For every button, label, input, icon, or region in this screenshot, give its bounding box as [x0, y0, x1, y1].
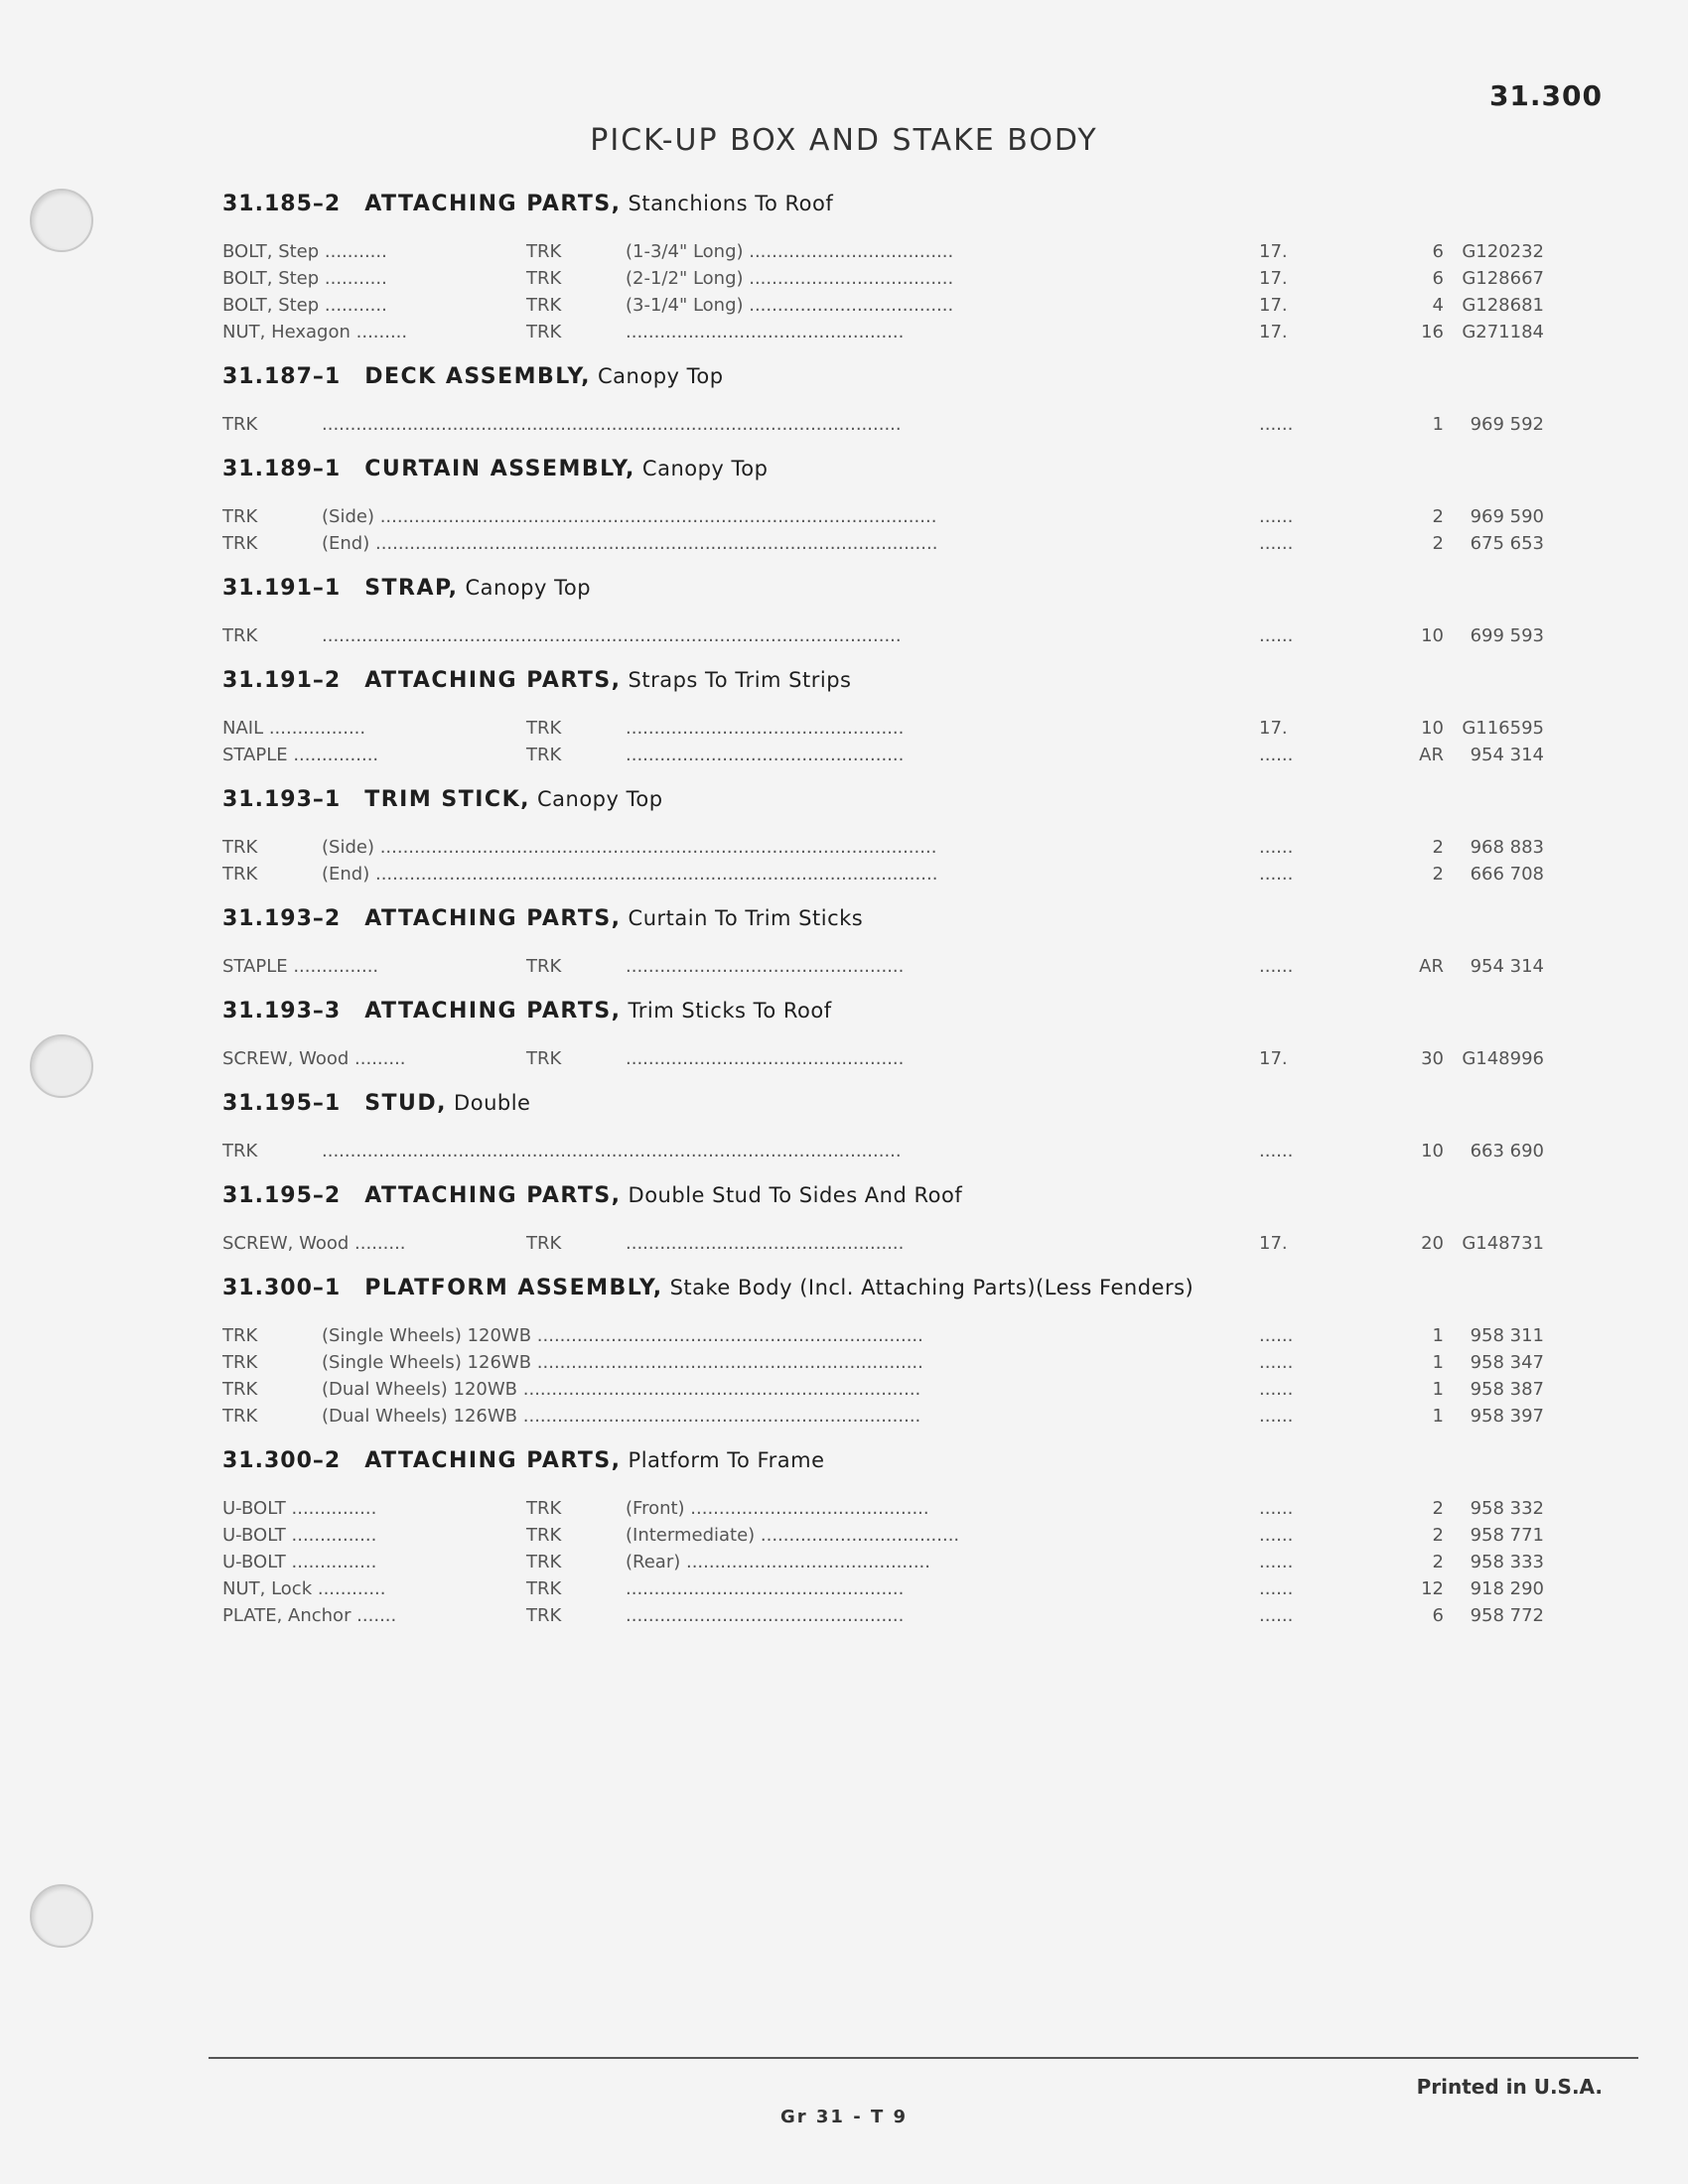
section-description: Canopy Top [465, 576, 592, 600]
group-number: ...... [1259, 956, 1294, 977]
quantity: 2 [1432, 506, 1444, 527]
part-number: 958 332 [1470, 1498, 1544, 1519]
group-number: ...... [1259, 1525, 1294, 1546]
quantity: 10 [1421, 1141, 1444, 1161]
section-description: Trim Sticks To Roof [628, 999, 832, 1023]
part-name: STAPLE ............... [222, 745, 379, 765]
part-row [222, 503, 1544, 530]
section-description: Straps To Trim Strips [628, 668, 852, 692]
quantity: 6 [1432, 241, 1444, 262]
group-number: 17. [1259, 1233, 1288, 1254]
parts-section [222, 1174, 1544, 1267]
quantity: 30 [1421, 1048, 1444, 1069]
group-number: ...... [1259, 1325, 1294, 1346]
part-number: G128667 [1462, 268, 1544, 289]
quantity: 1 [1432, 1406, 1444, 1427]
parts-section [222, 990, 1544, 1082]
punch-hole [30, 1884, 93, 1948]
part-number: G120232 [1462, 241, 1544, 262]
section-header [222, 778, 1533, 820]
part-description: ................................................. [626, 745, 905, 765]
part-description: ................................................. [626, 322, 905, 342]
part-row [222, 1138, 1544, 1164]
parts-section [222, 1267, 1544, 1439]
group-number: ...... [1259, 414, 1294, 435]
model-code: TRK [526, 956, 562, 977]
model-code: TRK [526, 295, 562, 316]
section-number: 31.191–1 [222, 576, 342, 601]
part-description: (Rear) ........................................... [626, 1552, 931, 1572]
part-name: NUT, Hexagon ......... [222, 322, 408, 342]
part-row [222, 1045, 1544, 1072]
part-description: (Side) .................................................................................................. [322, 837, 937, 858]
quantity: 4 [1432, 295, 1444, 316]
parts-section [222, 659, 1544, 778]
group-number: 17. [1259, 322, 1288, 342]
part-number: 958 772 [1470, 1605, 1544, 1626]
model-code: TRK [526, 241, 562, 262]
section-name: ATTACHING PARTS, [364, 1448, 622, 1473]
section-name: DECK ASSEMBLY, [364, 364, 592, 389]
section-header [222, 1267, 1533, 1308]
group-number: 17. [1259, 268, 1288, 289]
section-name: ATTACHING PARTS, [364, 668, 622, 693]
section-number: 31.195–1 [222, 1091, 342, 1116]
part-name: TRK [222, 1379, 258, 1400]
part-name: SCREW, Wood ......... [222, 1048, 406, 1069]
section-rows [222, 609, 1544, 659]
part-row [222, 319, 1544, 345]
section-description: Double [454, 1091, 531, 1115]
page-number: 31.300 [1488, 79, 1603, 112]
part-row [222, 530, 1544, 557]
group-number: ...... [1259, 1379, 1294, 1400]
section-number: 31.193–2 [222, 906, 342, 931]
section-number: 31.300–1 [222, 1276, 342, 1300]
quantity: 10 [1421, 625, 1444, 646]
part-description: (1-3/4" Long) .................................... [626, 241, 954, 262]
part-description: (Single Wheels) 120WB .................................................................... [322, 1325, 923, 1346]
section-rows [222, 1124, 1544, 1174]
part-name: BOLT, Step ........... [222, 295, 387, 316]
part-name: TRK [222, 414, 258, 435]
part-description: ...................................................................................................... [322, 414, 902, 435]
part-number: 958 347 [1470, 1352, 1544, 1373]
section-rows [222, 489, 1544, 567]
quantity: 2 [1432, 1525, 1444, 1546]
part-row [222, 411, 1544, 438]
section-rows [222, 820, 1544, 897]
part-name: TRK [222, 837, 258, 858]
model-code: TRK [526, 1525, 562, 1546]
model-code: TRK [526, 1233, 562, 1254]
part-description: ................................................. [626, 1233, 905, 1254]
section-header [222, 567, 1533, 609]
part-row [222, 292, 1544, 319]
section-name: ATTACHING PARTS, [364, 192, 622, 216]
part-name: TRK [222, 1406, 258, 1427]
model-code: TRK [526, 1605, 562, 1626]
section-rows [222, 1308, 1544, 1439]
part-row [222, 1376, 1544, 1403]
part-name: TRK [222, 625, 258, 646]
part-row [222, 265, 1544, 292]
part-number: 663 690 [1470, 1141, 1544, 1161]
quantity: 16 [1421, 322, 1444, 342]
section-description: Canopy Top [598, 364, 724, 388]
parts-section [222, 448, 1544, 567]
section-number: 31.189–1 [222, 457, 342, 481]
quantity: 1 [1432, 1352, 1444, 1373]
section-description: Double Stud To Sides And Roof [628, 1183, 963, 1207]
part-description: ................................................. [626, 718, 905, 739]
part-row [222, 1549, 1544, 1575]
quantity: 1 [1432, 414, 1444, 435]
model-code: TRK [526, 268, 562, 289]
section-number: 31.195–2 [222, 1183, 342, 1208]
group-number: ...... [1259, 745, 1294, 765]
part-row [222, 1495, 1544, 1522]
section-name: STRAP, [364, 576, 459, 601]
part-description: (2-1/2" Long) .................................... [626, 268, 954, 289]
section-rows [222, 397, 1544, 448]
part-description: (3-1/4" Long) .................................... [626, 295, 954, 316]
part-row [222, 1403, 1544, 1430]
part-number: 699 593 [1470, 625, 1544, 646]
part-row [222, 1602, 1544, 1629]
part-description: (Single Wheels) 126WB .................................................................... [322, 1352, 923, 1373]
part-number: G148731 [1462, 1233, 1544, 1254]
page-title: PICK-UP BOX AND STAKE BODY [590, 123, 1098, 158]
parts-section [222, 1082, 1544, 1174]
quantity: 1 [1432, 1379, 1444, 1400]
model-code: TRK [526, 1498, 562, 1519]
model-code: TRK [526, 322, 562, 342]
section-header [222, 1082, 1533, 1124]
section-header [222, 448, 1533, 489]
section-rows [222, 1481, 1544, 1639]
quantity: 2 [1432, 864, 1444, 885]
parts-section [222, 897, 1544, 990]
section-number: 31.191–2 [222, 668, 342, 693]
section-name: ATTACHING PARTS, [364, 906, 622, 931]
group-number: ...... [1259, 1141, 1294, 1161]
model-code: TRK [526, 745, 562, 765]
footer-code: Gr 31 - T 9 [779, 2107, 909, 2127]
group-number: ...... [1259, 837, 1294, 858]
part-name: U-BOLT ............... [222, 1498, 377, 1519]
part-number: 954 314 [1470, 745, 1544, 765]
part-name: STAPLE ............... [222, 956, 379, 977]
quantity: 20 [1421, 1233, 1444, 1254]
part-description: (Intermediate) ................................... [626, 1525, 960, 1546]
punch-hole [30, 189, 93, 252]
part-description: ...................................................................................................... [322, 625, 902, 646]
section-number: 31.193–3 [222, 999, 342, 1024]
part-number: 954 314 [1470, 956, 1544, 977]
part-name: NUT, Lock ............ [222, 1578, 386, 1599]
group-number: ...... [1259, 533, 1294, 554]
part-number: G116595 [1462, 718, 1544, 739]
part-row [222, 1575, 1544, 1602]
parts-section [222, 355, 1544, 448]
section-name: CURTAIN ASSEMBLY, [364, 457, 635, 481]
group-number: ...... [1259, 625, 1294, 646]
part-row [222, 1522, 1544, 1549]
model-code: TRK [526, 1552, 562, 1572]
part-name: TRK [222, 1325, 258, 1346]
part-description: (Side) .................................................................................................. [322, 506, 937, 527]
part-name: BOLT, Step ........... [222, 241, 387, 262]
part-name: U-BOLT ............... [222, 1552, 377, 1572]
section-description: Canopy Top [641, 457, 769, 480]
part-name: U-BOLT ............... [222, 1525, 377, 1546]
section-rows [222, 224, 1544, 355]
part-description: ................................................. [626, 1048, 905, 1069]
part-description: ................................................. [626, 1605, 905, 1626]
section-name: TRIM STICK, [364, 787, 530, 812]
part-number: 918 290 [1470, 1578, 1544, 1599]
part-number: G271184 [1462, 322, 1544, 342]
group-number: ...... [1259, 1498, 1294, 1519]
section-number: 31.185–2 [222, 192, 342, 216]
section-rows [222, 939, 1544, 990]
section-number: 31.193–1 [222, 787, 342, 812]
group-number: 17. [1259, 1048, 1288, 1069]
section-header [222, 1439, 1533, 1481]
part-description: ................................................. [626, 1578, 905, 1599]
section-name: ATTACHING PARTS, [364, 999, 622, 1024]
section-description: Canopy Top [536, 787, 663, 811]
section-header [222, 659, 1533, 701]
part-row [222, 715, 1544, 742]
part-name: TRK [222, 506, 258, 527]
group-number: 17. [1259, 718, 1288, 739]
part-number: 958 397 [1470, 1406, 1544, 1427]
quantity: 12 [1421, 1578, 1444, 1599]
group-number: ...... [1259, 864, 1294, 885]
part-number: 969 590 [1470, 506, 1544, 527]
quantity: 6 [1432, 268, 1444, 289]
part-description: (End) ................................................................................................... [322, 533, 938, 554]
parts-section [222, 567, 1544, 659]
part-name: TRK [222, 1352, 258, 1373]
section-header [222, 355, 1533, 397]
section-rows [222, 1216, 1544, 1267]
part-number: G128681 [1462, 295, 1544, 316]
quantity: 1 [1432, 1325, 1444, 1346]
part-row [222, 1322, 1544, 1349]
part-number: 958 311 [1470, 1325, 1544, 1346]
model-code: TRK [526, 1048, 562, 1069]
part-row [222, 238, 1544, 265]
part-number: 958 771 [1470, 1525, 1544, 1546]
punch-hole [30, 1034, 93, 1098]
section-description: Stake Body (Incl. Attaching Parts)(Less Fenders) [669, 1276, 1195, 1299]
group-number: ...... [1259, 1352, 1294, 1373]
section-number: 31.187–1 [222, 364, 342, 389]
group-number: ...... [1259, 1406, 1294, 1427]
section-name: ATTACHING PARTS, [364, 1183, 622, 1208]
section-header [222, 897, 1533, 939]
part-number: 958 333 [1470, 1552, 1544, 1572]
part-number: G148996 [1462, 1048, 1544, 1069]
footer-divider [209, 2057, 1638, 2059]
part-description: (End) ................................................................................................... [322, 864, 938, 885]
section-header [222, 990, 1533, 1031]
section-header [222, 1174, 1533, 1216]
part-number: 666 708 [1470, 864, 1544, 885]
quantity: 2 [1432, 837, 1444, 858]
part-row [222, 742, 1544, 768]
section-description: Stanchions To Roof [628, 192, 834, 215]
part-number: 968 883 [1470, 837, 1544, 858]
part-row [222, 861, 1544, 887]
part-name: BOLT, Step ........... [222, 268, 387, 289]
part-description: (Front) .......................................... [626, 1498, 929, 1519]
quantity: AR [1419, 745, 1444, 765]
group-number: ...... [1259, 1552, 1294, 1572]
group-number: ...... [1259, 1578, 1294, 1599]
part-row [222, 1230, 1544, 1257]
group-number: 17. [1259, 241, 1288, 262]
part-name: PLATE, Anchor ....... [222, 1605, 397, 1626]
part-number: 675 653 [1470, 533, 1544, 554]
part-description: (Dual Wheels) 126WB ...................................................................... [322, 1406, 921, 1427]
quantity: 2 [1432, 533, 1444, 554]
part-name: TRK [222, 533, 258, 554]
section-description: Platform To Frame [628, 1448, 825, 1472]
part-number: 969 592 [1470, 414, 1544, 435]
part-name: NAIL ................. [222, 718, 366, 739]
parts-section [222, 1439, 1544, 1639]
part-row [222, 953, 1544, 980]
footer-printed: Printed in U.S.A. [1416, 2075, 1603, 2099]
part-description: ...................................................................................................... [322, 1141, 902, 1161]
section-rows [222, 1031, 1544, 1082]
part-name: TRK [222, 1141, 258, 1161]
part-number: 958 387 [1470, 1379, 1544, 1400]
model-code: TRK [526, 718, 562, 739]
section-name: STUD, [364, 1091, 448, 1116]
part-description: ................................................. [626, 956, 905, 977]
part-row [222, 622, 1544, 649]
quantity: 2 [1432, 1498, 1444, 1519]
group-number: ...... [1259, 1605, 1294, 1626]
model-code: TRK [526, 1578, 562, 1599]
quantity: 10 [1421, 718, 1444, 739]
part-row [222, 834, 1544, 861]
part-name: SCREW, Wood ......... [222, 1233, 406, 1254]
section-header [222, 183, 1533, 224]
section-rows [222, 701, 1544, 778]
parts-section [222, 778, 1544, 897]
section-number: 31.300–2 [222, 1448, 342, 1473]
quantity: AR [1419, 956, 1444, 977]
parts-list [222, 183, 1544, 1639]
part-description: (Dual Wheels) 120WB ...................................................................... [322, 1379, 921, 1400]
part-row [222, 1349, 1544, 1376]
group-number: 17. [1259, 295, 1288, 316]
section-description: Curtain To Trim Sticks [628, 906, 864, 930]
section-name: PLATFORM ASSEMBLY, [364, 1276, 663, 1300]
part-name: TRK [222, 864, 258, 885]
quantity: 2 [1432, 1552, 1444, 1572]
group-number: ...... [1259, 506, 1294, 527]
quantity: 6 [1432, 1605, 1444, 1626]
parts-section [222, 183, 1544, 355]
